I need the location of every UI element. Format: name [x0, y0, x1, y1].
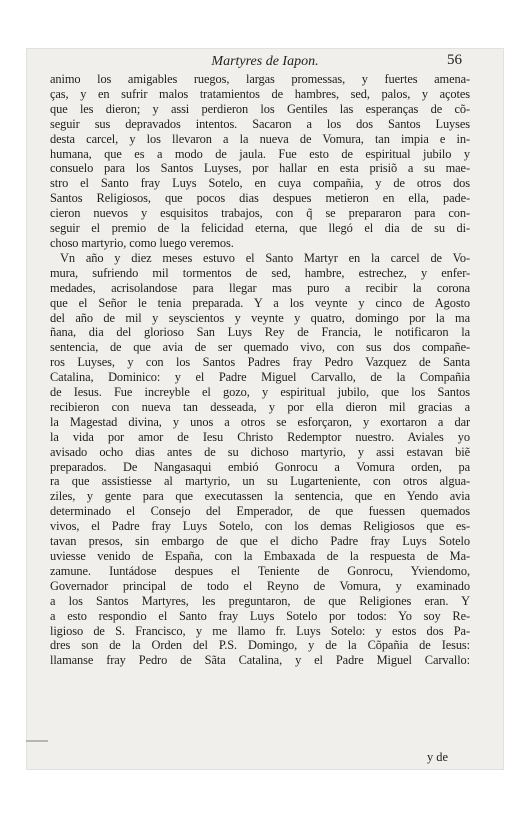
catchword: y de [427, 750, 448, 764]
text-line: avisado ocho dias antes de su dichoso martyrio, y assi estavan biẽ [50, 444, 470, 459]
text-line: la Magestad divina, y unos a otros se esforçaron, y exortaron a dar [50, 414, 470, 429]
text-line: seguir el premio de la felicidad eterna, que llegó el dia de su di- [50, 221, 470, 236]
text-line: desta carcel, y los llevaron a la nueva de Vomura, tan impia e in- [50, 131, 470, 146]
text-line: dres son de la Orden del P.S. Domingo, y de la Cõpañia de Iesus: [50, 638, 470, 653]
text-line: llamanse fray Pedro de Sãta Catalina, y el Padre Miguel Carvallo: [50, 653, 470, 668]
text-line: humana, que es a modo de jaula. Fue esto de espiritual jubilo y [50, 146, 470, 161]
text-line: Vn año y diez meses estuvo el Santo Martyr en la carcel de Vo- [60, 250, 470, 265]
text-line: Santos Religiosos, que pocos dias despues metieron en ella, pade- [50, 191, 470, 206]
text-line: de Iesus. Fue increyble el gozo, y espiritual jubilo, que los Santos [50, 385, 470, 400]
text-line: tavan presos, sin embargo de que el dicho Padre fray Luys Sotelo [50, 534, 470, 549]
body-text [50, 72, 470, 668]
text-line: medades, acrisolandose para llegar mas puro a recibir la corona [50, 280, 470, 295]
running-title: Martyres de Iapon. [211, 54, 319, 69]
text-line: ñana, dia del glorioso San Luys Rey de Francia, le notificaron la [50, 325, 470, 340]
text-line: cieron nuevos y esquisitos trabajos, con q̃ se prepararon para con- [50, 206, 470, 221]
book-page [26, 48, 504, 770]
text-line: a esto respondio el Santo fray Luys Sotelo por todos: Yo soy Re- [50, 608, 470, 623]
text-line: preparados. De Nangasaqui embió Gonrocu a Vomura orden, pa [50, 459, 470, 474]
text-line: Governador principal de todo el Reyno de Vomura, y examinado [50, 578, 470, 593]
text-line: la vida por amor de Iesu Christo Redemptor nuestro. Aviales yo [50, 429, 470, 444]
text-line: vivos, el Padre fray Luys Sotelo, con los demas Religiosos que es- [50, 519, 470, 534]
text-line: mura, sufriendo mil tormentos de sed, hambre, estrechez, y enfer- [50, 265, 470, 280]
text-line: ra que assistiesse al martyrio, un su Lugarteniente, con otros algua- [50, 474, 470, 489]
text-line: seguir sus depravados intentos. Sacaron a los dos Santos Luyses [50, 116, 470, 131]
text-line: ros Luyses, y con los Santos Padres fray Pedro Vazquez de Santa [50, 355, 470, 370]
text-line: sentencia, de que avia de ser quemado vivo, con sus dos compañe- [50, 340, 470, 355]
text-line: choso martyrio, como luego veremos. [50, 235, 234, 250]
text-line: a los Santos Martyres, les preguntaron, de que Religiones eran. Y [50, 593, 470, 608]
text-line: stro el Santo fray Luys Sotelo, en cuya compañia, y de otros dos [50, 176, 470, 191]
text-line: que les dieron; y assi perdieron los Gentiles las esperanças de cõ- [50, 101, 470, 116]
text-line: ças, y en sufrir malos tratamientos de hambres, sed, palos, y açotes [50, 86, 470, 101]
text-line: que el Señor le tenia preparada. Y a los veynte y cinco de Agosto [50, 295, 470, 310]
text-line: del año de mil y seyscientos y veynte y quatro, domingo por la ma [50, 310, 470, 325]
page-edge-mark [26, 740, 48, 742]
text-line: determinado el Consejo del Emperador, de que fuessen quemados [50, 504, 470, 519]
text-line: recibieron con nueva tan desseada, y por ella dieron mil gracias a [50, 399, 470, 414]
text-line: uviesse venido de España, con la Embaxada de la respuesta de Ma- [50, 549, 470, 563]
text-line: Catalina, Dominico: y el Padre Miguel Carvallo, de la Compañia [50, 370, 470, 385]
page-header [26, 52, 504, 72]
text-line: ziles, y gente para que executassen la sentencia, que en Yendo avia [50, 489, 470, 504]
text-line: animo los amigables ruegos, largas promessas, y fuertes amena- [50, 72, 470, 86]
text-line: zamune. Iuntádose despues el Teniente de Gonrocu, Yviendomo, [50, 563, 470, 578]
page-number: 56 [447, 52, 462, 68]
text-line: ligioso de S. Francisco, y me llamo fr. Luys Sotelo: y estos dos Pa- [50, 623, 470, 638]
text-line: consuelo para los Santos Luyses, por hallar en esta prisiõ a su mae- [50, 161, 470, 176]
